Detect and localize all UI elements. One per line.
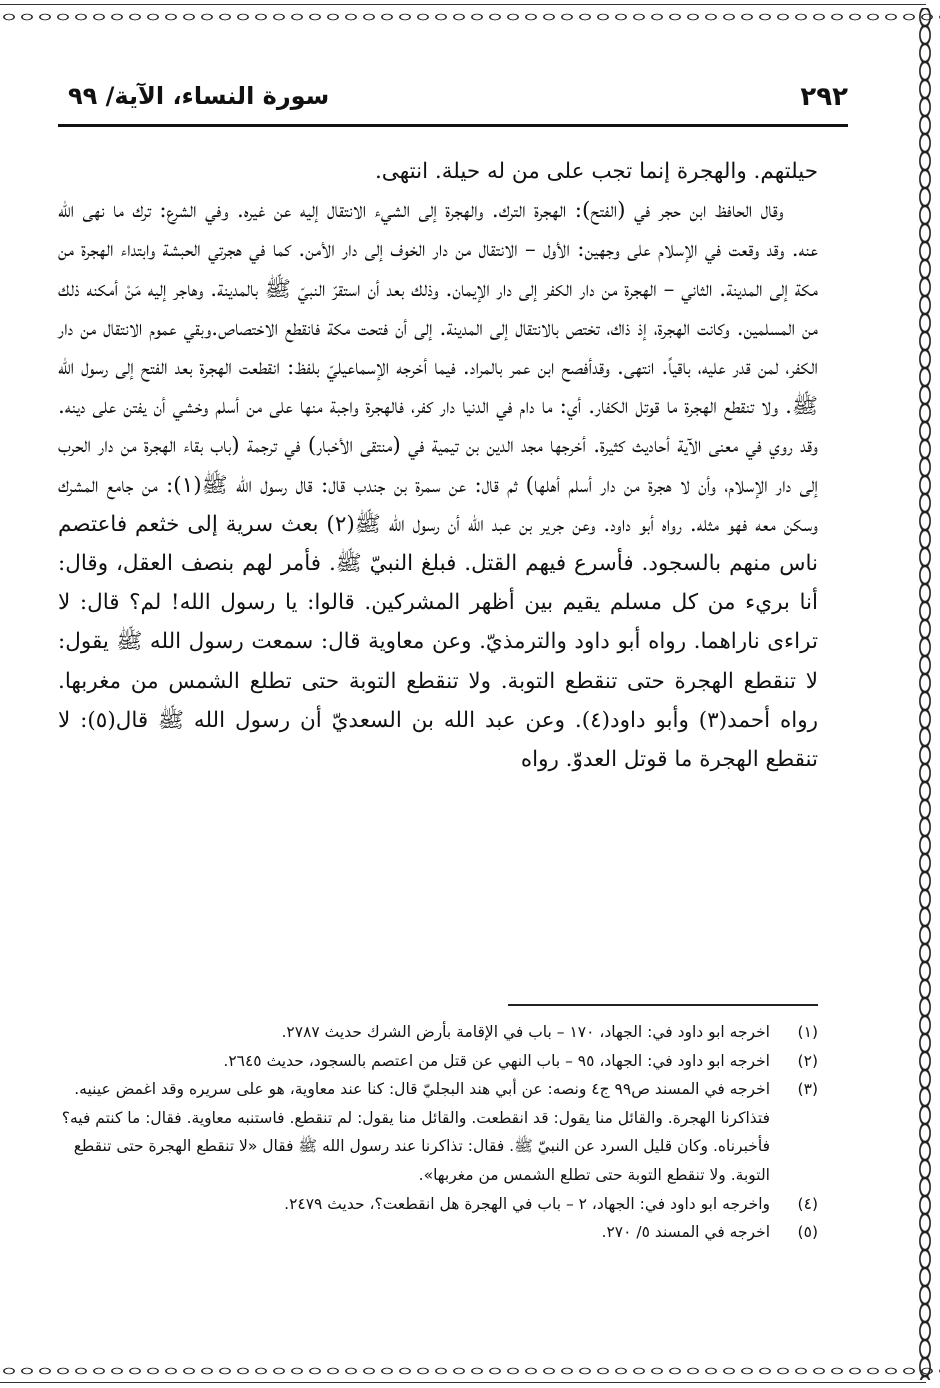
footnote-text: اخرجه ابو داود في: الجهاد، ١٧٠ – باب في الإقامة بأرض الشرك حديث ٢٧٨٧. (281, 1023, 770, 1041)
footnote-text: واخرجه ابو داود في: الجهاد، ٢ – باب في الهجرة هل انقطعت؟، حديث ٢٤٧٩. (284, 1194, 770, 1213)
ornamental-border-line-bottom (0, 1382, 926, 1383)
footnote (58, 1190, 818, 1219)
footnote-number: (٣) (797, 1080, 818, 1099)
ornamental-border-right (916, 8, 934, 1380)
footnote (58, 1018, 818, 1047)
main-text (58, 152, 818, 779)
footnote-number: (٢) (797, 1051, 818, 1070)
footnote-text: اخرجه في المسند ٥/ ٢٧٠. (601, 1223, 770, 1242)
ornamental-border-top (0, 8, 940, 26)
footnote (58, 1047, 818, 1076)
footnote-text: اخرجه في المسند ص٩٩ ج٤ ونصه: عن أبي هند البجليّ قال: كنا عند معاوية، هو على سريره وقد اغمض عينيه. فتذاكرنا الهجرة. والقائل منا يقول: قد انقطعت. والقائل منا يقول: لم تنقطع. فاستنبه معاوية. فقال: ما كنتم فيه؟ فأخبرناه. وكان قليل السرد عن النبيّ ﷺ. فقال: تذاكرنا عند رسول الله ﷺ فقال «لا تنقطع الهجرة حتى تنقطع التوبة. ولا تنقطع التوبة حتى تطلع الشمس من مغربها». (61, 1080, 770, 1184)
paragraph: وقال الحافظ ابن حجر في (الفتح): الهجرة الترك. والهجرة إلى الشيء الانتقال إليه عن غيره. وفي الشرع: ترك ما نهى الله عنه. وقد وقعت في الإسلام على وجهين: الأول – الانتقال من دار الخوف إلى دار الأمن. كما في هجرتي الحبشة وابتداء الهجرة من مكة إلى المدينة. الثاني – الهجرة من دار الكفر إلى دار الإيمان. وذلك بعد أن استقرّ النبيّ ﷺ بالمدينة. وهاجر إليه مَنْ أمكنه ذلك من المسلمين. وكانت الهجرة، إذ ذاك، تختص بالانتقال إلى المدينة. إلى أن فتحت مكة فانقطع الاختصاص.وبقي عموم الانتقال من دار الكفر، لمن قدر عليه، باقياً. انتهى. وقدأفصح ابن عمر بالمراد. فيما أخرجه الإسماعيليّ بلفظ: انقطعت الهجرة بعد الفتح إلى رسول الله ﷺ. ولا تنقطع الهجرة ما قوتل الكفار. أي: ما دام في الدنيا دار كفر، فالهجرة واجبة منها على من أسلم وخشي أن يفتن على دينه. وقد روي في معنى الآية أحاديث كثيرة. أخرجها مجد الدين بن تيمية في (منتقى الأخبار) في ترجمة (باب بقاء الهجرة من دار الحرب إلى دار الإسلام، وأن لا هجرة من دار أسلم أهلها) ثم قال: عن سمرة بن جندب قال: قال رسول الله ﷺ(١): من جامع المشرك وسكن معه فهو مثله. رواه أبو داود. وعن جرير بن عبد الله أن رسول الله ﷺ(٢) بعث سرية إلى خثعم فاعتصم ناس منهم بالسجود. فأسرع فيهم القتل. فبلغ النبيّ ﷺ. فأمر لهم بنصف العقل، وقال: أنا بريء من كل مسلم يقيم بين أظهر المشركين. قالوا: يا رسول الله! لم؟ قال: لا تراءى ناراهما. رواه أبو داود والترمذيّ. وعن معاوية قال: سمعت رسول الله ﷺ يقول: لا تنقطع الهجرة حتى تنقطع التوبة. ولا تنقطع التوبة حتى تطلع الشمس من مغربها. رواه أحمد(٣) وأبو داود(٤). وعن عبد الله بن السعديّ أن رسول الله ﷺ قال(٥): لا تنقطع الهجرة ما قوتل العدوّ. رواه (58, 198, 819, 773)
footnote (58, 1075, 818, 1189)
footnote-text: اخرجه ابو داود في: الجهاد، ٩٥ – باب النهي عن قتل من اعتصم بالسجود، حديث ٢٦٤٥. (223, 1051, 770, 1070)
paragraph: حيلتهم. والهجرة إنما تجب على من له حيلة. انتهى. (374, 159, 818, 184)
ornamental-border-bottom (0, 1362, 940, 1380)
footnotes (58, 1018, 818, 1247)
footnote-number: (٤) (797, 1194, 818, 1213)
footnote-number: (٥) (797, 1223, 818, 1242)
page-header (68, 78, 848, 118)
footnote-number: (١) (797, 1023, 818, 1041)
footnote-rule (508, 1004, 818, 1006)
ornamental-border-line-top (0, 4, 926, 5)
running-title: سورة النساء، الآية/ ٩٩ (68, 82, 330, 110)
footnote (58, 1218, 818, 1247)
page-number: ٢٩٢ (800, 82, 848, 112)
header-rule (58, 124, 848, 127)
